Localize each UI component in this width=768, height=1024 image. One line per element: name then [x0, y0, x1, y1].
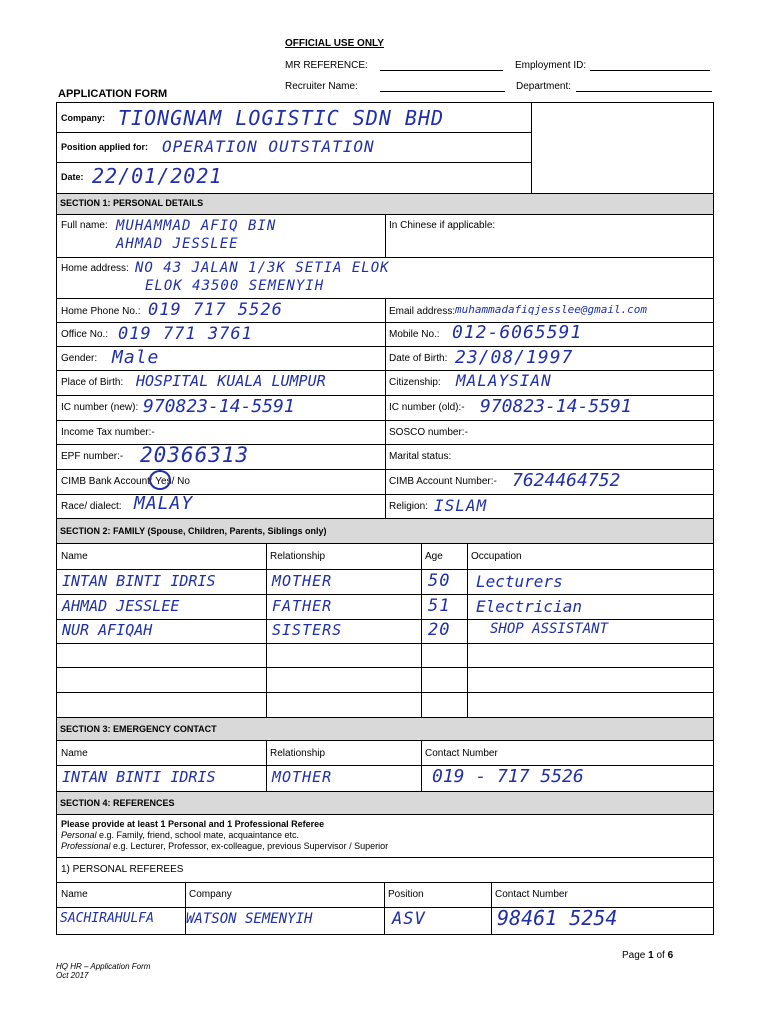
position-label: Position applied for: — [61, 142, 148, 152]
top-box-left — [56, 102, 57, 193]
section1-title: SECTION 1: PERSONAL DETAILS — [60, 198, 204, 208]
references-personal-note: Personal e.g. Family, friend, school mate, acquaintance etc. — [61, 830, 299, 840]
home-phone-value[interactable]: 019 717 5526 — [148, 300, 283, 320]
home-address-line2[interactable]: ELOK 43500 SEMENYIH — [145, 278, 325, 294]
top-box-top — [56, 102, 714, 103]
company-value[interactable]: TIONGNAM LOGISTIC SDN BHD — [118, 106, 445, 130]
home-address-line1[interactable]: NO 43 JALAN 1/3K SETIA ELOK — [135, 260, 390, 276]
s2-row-line — [56, 667, 714, 668]
citizenship-value[interactable]: MALAYSIAN — [456, 371, 552, 390]
employment-id-label: Employment ID: — [515, 60, 587, 71]
s2-row-line — [56, 619, 714, 620]
page-indicator: Page 1 of 6 — [622, 950, 674, 961]
s1-row-line — [56, 322, 714, 323]
income-tax-label: Income Tax number:- — [61, 427, 155, 438]
emergency-relationship-value[interactable]: MOTHER — [272, 768, 333, 786]
family-row-2-relationship[interactable]: FATHER — [272, 597, 333, 615]
s1-row-line — [56, 298, 714, 299]
date-value[interactable]: 22/01/2021 — [92, 164, 223, 188]
section4-title: SECTION 4: REFERENCES — [60, 798, 175, 808]
s4-left — [56, 792, 57, 935]
s3-bar-bottom — [56, 740, 714, 741]
family-row-2-age[interactable]: 51 — [428, 596, 451, 616]
dob-value[interactable]: 23/08/1997 — [455, 347, 574, 368]
family-row-3-relationship[interactable]: SISTERS — [272, 621, 343, 639]
s4-row-line — [56, 934, 714, 935]
emergency-header-name: Name — [61, 748, 88, 759]
place-of-birth-label: Place of Birth: — [61, 377, 124, 388]
s1-row-line — [56, 420, 714, 421]
s2-row-line — [56, 569, 714, 570]
section3-title: SECTION 3: EMERGENCY CONTACT — [60, 724, 217, 734]
referee-header-name: Name — [61, 889, 88, 900]
cimb-account-label: CIMB Account Number:- — [389, 476, 497, 487]
s4-bar-bottom — [56, 814, 714, 815]
references-instruction: Please provide at least 1 Personal and 1 Professional Referee — [61, 819, 325, 829]
top-row-divider-1 — [56, 132, 531, 133]
top-row-divider-2 — [56, 162, 531, 163]
employment-id-field[interactable] — [590, 60, 710, 71]
mobile-no-label: Mobile No.: — [389, 329, 440, 340]
recruiter-name-field[interactable] — [380, 81, 505, 92]
s1-row-line — [56, 257, 714, 258]
s4-right — [713, 792, 714, 935]
s2-bar-bottom — [56, 543, 714, 544]
referee-header-position: Position — [388, 889, 424, 900]
s2-row-line — [56, 643, 714, 644]
s4-col-line — [384, 882, 385, 935]
referee-name-value[interactable]: SACHIRAHULFA — [60, 911, 154, 926]
email-value[interactable]: muhammadafiqjesslee@gmail.com — [455, 303, 648, 316]
office-no-value[interactable]: 019 771 3761 — [118, 324, 253, 344]
home-address-label: Home address: — [61, 263, 129, 274]
epf-label: EPF number:- — [61, 451, 124, 462]
s1-mid-1 — [385, 214, 386, 257]
emergency-header-relationship: Relationship — [270, 748, 326, 759]
full-name-value-line2[interactable]: AHMAD JESSLEE — [116, 236, 239, 252]
s3-col-line — [421, 740, 422, 792]
family-row-3-age[interactable]: 20 — [428, 620, 451, 640]
family-row-3-occupation[interactable]: SHOP ASSISTANT — [490, 621, 609, 637]
religion-label: Religion: — [389, 501, 428, 512]
footer-form-name: HQ HR – Application Form — [56, 962, 151, 971]
cimb-bank-label: CIMB Bank Account: Yes/ No — [61, 476, 190, 487]
date-label: Date: — [61, 172, 84, 182]
ic-old-label: IC number (old):- — [389, 402, 465, 413]
s3-right — [713, 718, 714, 792]
referee-company-value[interactable]: WATSON SEMENYIH — [186, 911, 313, 927]
s4-row-line — [56, 882, 714, 883]
full-name-label: Full name: — [61, 220, 108, 231]
s1-row-line — [56, 370, 714, 371]
s4-col-line — [185, 882, 186, 935]
s3-left — [56, 718, 57, 792]
mobile-no-value[interactable]: 012-6065591 — [452, 322, 583, 343]
s4-col-line — [491, 882, 492, 935]
referee-header-company: Company — [189, 889, 232, 900]
gender-label: Gender: — [61, 353, 98, 364]
family-row-2-name[interactable]: AHMAD JESSLEE — [62, 597, 180, 615]
referee-contact-value[interactable]: 98461 5254 — [497, 906, 618, 930]
s3-row-line — [56, 765, 714, 766]
references-professional-note: Professional e.g. Lecturer, Professor, ex-colleague, previous Supervisor / Superior — [61, 841, 389, 851]
epf-value[interactable]: 20366313 — [140, 443, 250, 467]
mr-reference-label: MR REFERENCE: — [285, 60, 368, 71]
family-row-1-relationship[interactable]: MOTHER — [272, 572, 333, 590]
race-label: Race/ dialect: — [61, 501, 122, 512]
recruiter-name-label: Recruiter Name: — [285, 81, 358, 92]
office-no-label: Office No.: — [61, 329, 109, 340]
home-phone-label: Home Phone No.: — [61, 306, 141, 317]
family-header-relationship: Relationship — [270, 551, 326, 562]
department-field[interactable] — [576, 81, 712, 92]
s3-col-line — [266, 740, 267, 792]
cimb-account-value[interactable]: 7624464752 — [512, 470, 621, 491]
ic-new-label: IC number (new): — [61, 402, 139, 413]
cimb-yes-circle[interactable] — [149, 470, 171, 490]
top-box-photo-divider — [531, 102, 532, 193]
family-row-3-name[interactable]: NUR AFIQAH — [62, 621, 153, 639]
emergency-contact-value[interactable]: 019 - 717 5526 — [432, 766, 584, 787]
emergency-header-contact: Contact Number — [425, 748, 498, 759]
family-header-occupation: Occupation — [471, 551, 522, 562]
referee-position-value[interactable]: ASV — [392, 909, 426, 929]
s1-mid-2 — [385, 298, 386, 518]
religion-value[interactable]: ISLAM — [434, 496, 488, 515]
chinese-name-label: In Chinese if applicable: — [389, 220, 496, 231]
family-row-1-occupation[interactable]: Lecturers — [476, 572, 563, 591]
personal-referees-heading: 1) PERSONAL REFEREES — [61, 864, 184, 875]
family-header-name: Name — [61, 551, 88, 562]
company-label: Company: — [61, 113, 106, 123]
footer-form-date: Oct 2017 — [56, 971, 89, 980]
email-label: Email address: — [389, 306, 456, 317]
full-name-value-line1[interactable]: MUHAMMAD AFIQ BIN — [116, 218, 277, 234]
s2-row-line — [56, 692, 714, 693]
s1-top — [56, 193, 714, 194]
mr-reference-field[interactable] — [380, 60, 503, 71]
citizenship-label: Citizenship: — [389, 377, 441, 388]
ic-new-value[interactable]: 970823-14-5591 — [143, 396, 295, 417]
top-box-right — [713, 102, 714, 193]
ic-old-value[interactable]: 970823-14-5591 — [480, 396, 632, 417]
s2-row-line — [56, 594, 714, 595]
sosco-label: SOSCO number:- — [389, 427, 468, 438]
official-use-heading: OFFICIAL USE ONLY — [285, 38, 384, 49]
position-value[interactable]: OPERATION OUTSTATION — [162, 137, 375, 156]
marital-status-label: Marital status: — [389, 451, 452, 462]
family-row-2-occupation[interactable]: Electrician — [476, 597, 582, 616]
family-header-age: Age — [425, 551, 443, 562]
emergency-name-value[interactable]: INTAN BINTI IDRIS — [62, 768, 216, 786]
department-label: Department: — [516, 81, 572, 92]
gender-value[interactable]: Male — [112, 347, 160, 368]
family-row-1-age[interactable]: 50 — [428, 571, 451, 591]
place-of-birth-value[interactable]: HOSPITAL KUALA LUMPUR — [136, 372, 326, 390]
referee-header-contact: Contact Number — [495, 889, 568, 900]
race-value[interactable]: MALAY — [134, 493, 194, 514]
dob-label: Date of Birth: — [389, 353, 448, 364]
form-title: APPLICATION FORM — [58, 88, 168, 100]
family-row-1-name[interactable]: INTAN BINTI IDRIS — [62, 572, 216, 590]
section2-title: SECTION 2: FAMILY (Spouse, Children, Parents, Siblings only) — [60, 526, 327, 536]
s4-row-line — [56, 857, 714, 858]
